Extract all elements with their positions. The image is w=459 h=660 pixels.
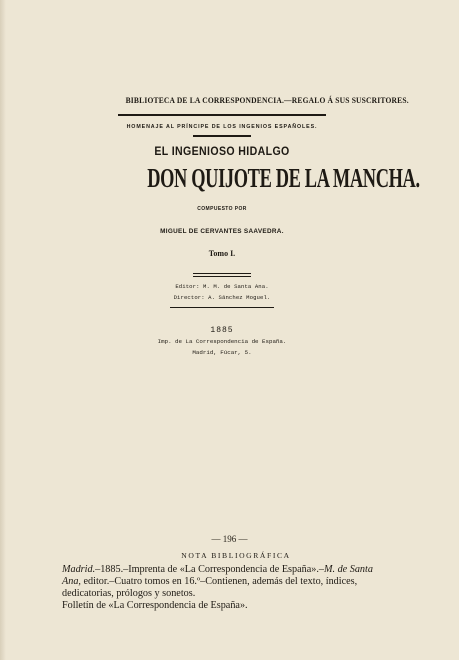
series-heading: BIBLIOTECA DE LA CORRESPONDENCIA.—REGALO Á SUS SUSCRITORES. (125, 96, 409, 105)
facsimile-title-page (112, 96, 420, 356)
note-text: dedicatorias, prólogos y sonetos. (62, 588, 196, 599)
main-title: DON QUIJOTE DE LA MANCHA. (147, 162, 420, 193)
note-italic: Ana, (62, 576, 81, 587)
short-rule (193, 135, 251, 137)
note-title: NOTA BIBLIOGRÁFICA (181, 551, 291, 560)
note-line (62, 600, 398, 612)
note-line (62, 576, 398, 588)
subtitle: EL INGENIOSO HIDALGO (154, 145, 290, 158)
note-text: –1885.–Imprenta de «La Correspondencia de España».– (95, 564, 324, 575)
note-body (62, 564, 398, 612)
note-text: Folletín de «La Correspondencia de España». (62, 600, 248, 611)
note-italic: M. de Santa (323, 564, 373, 575)
homage-line: HOMENAJE AL PRÍNCIPE DE LOS INGENIOS ESPAÑOLES. (126, 124, 318, 130)
note-italic: Madrid. (62, 564, 96, 575)
director-line: Director: A. Sánchez Moguel. (173, 293, 271, 301)
volume-label: Tomo I. (208, 248, 236, 258)
author-name: MIGUEL DE CERVANTES SAAVEDRA. (160, 227, 284, 235)
double-rule (193, 273, 251, 277)
imprint-address: Madrid, Fúcar, 5. (192, 348, 252, 356)
bottom-rule (170, 307, 274, 308)
publication-year: 1885 (210, 325, 234, 335)
top-rule (118, 114, 326, 116)
note-line (62, 564, 398, 576)
note-line (62, 588, 398, 600)
imprint-line: Imp. de La Correspondencia de España. (157, 337, 287, 345)
page-gutter-shadow (0, 0, 6, 660)
editor-line: Editor: M. M. de Santa Ana. (175, 282, 269, 290)
note-text: editor.–Cuatro tomos en 16.º–Contienen, además del texto, índices, (80, 576, 358, 587)
bibliographic-note (62, 551, 398, 612)
composed-by: COMPUESTO POR (197, 205, 247, 212)
page-number: — 196 — (211, 534, 248, 544)
